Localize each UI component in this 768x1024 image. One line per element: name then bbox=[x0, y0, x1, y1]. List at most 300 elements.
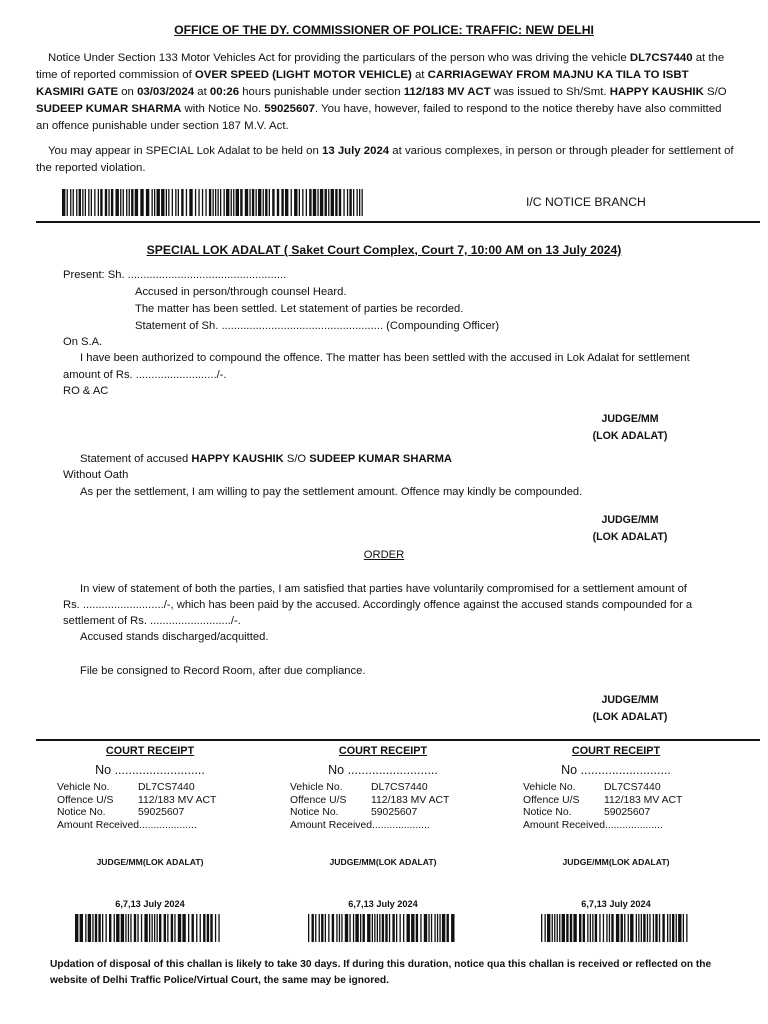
barcode-bar bbox=[220, 189, 221, 216]
barcode-bar bbox=[321, 914, 323, 942]
barcode-bar bbox=[541, 914, 542, 942]
barcode-bar bbox=[312, 914, 314, 942]
judge-label: JUDGE/MM bbox=[601, 413, 659, 425]
barcode-bar bbox=[667, 914, 668, 942]
barcode-bar bbox=[400, 914, 401, 942]
barcode-bar bbox=[256, 189, 257, 216]
offence-label: Offence U/S bbox=[290, 794, 347, 806]
barcode-bar bbox=[291, 189, 292, 216]
accused-name: HAPPY KAUSHIK bbox=[609, 86, 704, 98]
barcode-bar bbox=[396, 914, 397, 942]
barcode-bar bbox=[205, 189, 206, 216]
without-oath-label: Without Oath bbox=[63, 469, 129, 481]
barcode-bar bbox=[670, 914, 671, 942]
adalat-text: You may appear in SPECIAL Lok Adalat to be held on bbox=[48, 145, 322, 157]
barcode-bar bbox=[372, 914, 373, 942]
barcode-bar bbox=[80, 914, 83, 942]
barcode-bar bbox=[557, 914, 558, 942]
barcode-bar bbox=[439, 914, 440, 942]
barcode-bar bbox=[570, 914, 572, 942]
amount-received: Amount Received.................... bbox=[523, 819, 663, 831]
barcode-bar bbox=[451, 914, 454, 942]
barcode-bar bbox=[181, 189, 183, 216]
barcode-bar bbox=[636, 914, 637, 942]
barcode-bar bbox=[431, 914, 432, 942]
notice-number: 59025607 bbox=[264, 103, 315, 115]
barcode-bar bbox=[186, 189, 187, 216]
barcode-bar bbox=[587, 914, 588, 942]
judge-label: JUDGE/MM bbox=[601, 514, 659, 526]
barcode-bar bbox=[357, 189, 358, 216]
barcode-bar bbox=[269, 189, 270, 216]
barcode-bar bbox=[353, 189, 354, 216]
barcode-bar bbox=[164, 914, 166, 942]
notice-value: 59025607 bbox=[138, 807, 185, 818]
barcode-bar bbox=[231, 189, 232, 216]
barcode-bar bbox=[662, 914, 664, 942]
notice-value: 59025607 bbox=[604, 807, 651, 818]
barcode-bar bbox=[403, 914, 404, 942]
barcode-bar bbox=[603, 914, 604, 942]
barcode-bar bbox=[335, 189, 337, 216]
barcode-bar bbox=[213, 189, 214, 216]
barcode-bar bbox=[611, 914, 613, 942]
barcode-bar bbox=[595, 914, 597, 942]
barcode-bar bbox=[349, 189, 351, 216]
barcode-bar bbox=[343, 189, 344, 216]
receipt-judge-label: JUDGE/MM(LOK ADALAT) bbox=[562, 857, 670, 867]
barcode-bar bbox=[92, 914, 93, 942]
barcode-bar bbox=[129, 189, 130, 216]
barcode-bar bbox=[166, 189, 167, 216]
receipt-number: No .......................... bbox=[561, 763, 671, 777]
judge-label: JUDGE/MM bbox=[601, 694, 659, 706]
receipt-details bbox=[523, 782, 732, 832]
barcode-bar bbox=[73, 189, 74, 216]
notice-text: . You have, however, failed to respond to the notice thereby have also committed an offence punishable under section 187 M.V. Act. bbox=[36, 103, 722, 132]
judge-signature-block bbox=[560, 512, 700, 546]
barcode-bar bbox=[168, 189, 169, 216]
barcode-bar bbox=[114, 914, 115, 942]
barcode-bar bbox=[442, 914, 445, 942]
barcode-bar bbox=[281, 189, 283, 216]
barcode-bar bbox=[175, 189, 176, 216]
barcode-bar bbox=[215, 189, 216, 216]
receipt-title: COURT RECEIPT bbox=[105, 745, 195, 757]
barcode-bar bbox=[272, 189, 274, 216]
authorization-line: I have been authorized to compound the offence. The matter has been settled with the accused in Lok Adalat for settlement bbox=[80, 352, 690, 364]
barcode-bar bbox=[579, 914, 581, 942]
father-name: SUDEEP KUMAR SHARMA bbox=[36, 103, 182, 115]
notice-barcode bbox=[62, 189, 364, 216]
notice-text: hours punishable under section bbox=[239, 86, 404, 98]
barcode-bar bbox=[154, 189, 155, 216]
court-receipt bbox=[267, 745, 499, 909]
barcode-bar bbox=[683, 914, 684, 942]
receipt-details bbox=[57, 782, 266, 832]
barcode-bar bbox=[628, 914, 629, 942]
barcode-bar bbox=[146, 189, 149, 216]
barcode-bar bbox=[336, 914, 337, 942]
barcode-bar bbox=[653, 914, 654, 942]
barcode-bar bbox=[299, 189, 300, 216]
barcode-bar bbox=[116, 189, 119, 216]
barcode-bar bbox=[85, 914, 86, 942]
barcode-bar bbox=[374, 914, 375, 942]
vehicle-number: DL7CS7440 bbox=[629, 52, 693, 64]
barcode-bar bbox=[643, 914, 645, 942]
notice-label: Notice No. bbox=[290, 807, 339, 818]
vehicle-value: DL7CS7440 bbox=[138, 782, 195, 793]
barcode-bar bbox=[178, 914, 181, 942]
barcode-bar bbox=[325, 914, 326, 942]
barcode-bar bbox=[678, 914, 681, 942]
barcode-bar bbox=[437, 914, 438, 942]
notice-text: with Notice No. bbox=[181, 103, 265, 115]
adalat-paragraph bbox=[36, 143, 736, 177]
barcode-bar bbox=[411, 914, 414, 942]
notice-label: Notice No. bbox=[57, 807, 106, 818]
barcode-bar bbox=[192, 914, 194, 942]
authorization-line: amount of Rs. ........................../-. bbox=[63, 369, 227, 381]
barcode-bar bbox=[203, 914, 205, 942]
barcode-bar bbox=[245, 189, 248, 216]
barcode-bar bbox=[353, 914, 354, 942]
barcode-bar bbox=[319, 914, 320, 942]
lok-adalat-title: SPECIAL LOK ADALAT ( Saket Court Complex, Court 7, 10:00 AM on 13 July 2024) bbox=[146, 243, 622, 257]
proceeding-line: The matter has been settled. Let statement of parties be recorded. bbox=[135, 303, 464, 315]
barcode-bar bbox=[583, 914, 585, 942]
barcode-bar bbox=[649, 914, 650, 942]
barcode-bar bbox=[128, 914, 129, 942]
barcode-bar bbox=[355, 914, 358, 942]
barcode-bar bbox=[554, 914, 555, 942]
barcode-bar bbox=[140, 189, 143, 216]
on-sa-label: On S.A. bbox=[63, 336, 103, 348]
receipt-date: 6,7,13 July 2024 bbox=[581, 899, 651, 909]
barcode-bar bbox=[249, 189, 250, 216]
barcode-bar bbox=[325, 189, 327, 216]
barcode-bar bbox=[88, 914, 91, 942]
barcode-bar bbox=[382, 914, 384, 942]
barcode-bar bbox=[135, 189, 138, 216]
barcode-bar bbox=[188, 914, 189, 942]
offence-label: Offence U/S bbox=[523, 794, 580, 806]
amount-received: Amount Received.................... bbox=[290, 819, 430, 831]
barcode-bar bbox=[157, 914, 158, 942]
offence-time: 00:26 bbox=[209, 86, 240, 98]
order-line: settlement of Rs. ........................../-. bbox=[63, 615, 241, 627]
barcode-bar bbox=[566, 914, 568, 942]
barcode-bar bbox=[385, 914, 387, 942]
receipt-details bbox=[290, 782, 499, 832]
barcode-bar bbox=[641, 914, 642, 942]
offence-value: 112/183 MV ACT bbox=[138, 794, 217, 806]
judge-signature-block bbox=[560, 411, 700, 445]
barcode-bar bbox=[308, 914, 309, 942]
barcode-bar bbox=[126, 189, 127, 216]
barcode-bar bbox=[172, 189, 173, 216]
accused-statement-line bbox=[80, 453, 452, 465]
lok-adalat-label: (LOK ADALAT) bbox=[592, 531, 668, 543]
barcode-bar bbox=[392, 914, 394, 942]
barcode-bar bbox=[149, 914, 150, 942]
barcode-bar bbox=[98, 189, 99, 216]
barcode-bar bbox=[95, 914, 97, 942]
barcode-bar bbox=[360, 914, 361, 942]
vehicle-value: DL7CS7440 bbox=[371, 782, 428, 793]
barcode-bar bbox=[198, 189, 199, 216]
barcode-bar bbox=[328, 189, 329, 216]
accused-name: HAPPY KAUSHIK bbox=[191, 453, 284, 465]
vehicle-value: DL7CS7440 bbox=[604, 782, 661, 793]
offence-section: 112/183 MV ACT bbox=[403, 86, 491, 98]
barcode-bar bbox=[285, 189, 288, 216]
barcode-bar bbox=[367, 914, 370, 942]
office-title: OFFICE OF THE DY. COMMISSIONER OF POLICE: TRAFFIC: NEW DELHI bbox=[174, 23, 594, 37]
barcode-bar bbox=[200, 914, 201, 942]
barcode-bar bbox=[106, 914, 107, 942]
barcode-bar bbox=[154, 914, 155, 942]
willing-statement: As per the settlement, I am willing to pay the settlement amount. Offence may kindly be compounded. bbox=[80, 486, 583, 498]
receipt-judge-label: JUDGE/MM(LOK ADALAT) bbox=[96, 857, 204, 867]
barcode-bar bbox=[209, 189, 211, 216]
barcode-bar bbox=[70, 189, 71, 216]
judge-signature-block bbox=[560, 692, 700, 726]
vehicle-label: Vehicle No. bbox=[57, 782, 110, 793]
barcode-bar bbox=[424, 914, 427, 942]
order-line: Accused stands discharged/acquitted. bbox=[80, 631, 269, 643]
notice-text: was issued to Sh/Smt. bbox=[490, 86, 610, 98]
barcode-bar bbox=[94, 189, 95, 216]
barcode-bar bbox=[109, 914, 111, 942]
barcode-bar bbox=[659, 914, 660, 942]
court-receipt bbox=[34, 745, 266, 909]
court-receipt bbox=[500, 745, 732, 909]
barcode-bar bbox=[676, 914, 677, 942]
vehicle-label: Vehicle No. bbox=[523, 782, 576, 793]
offence-date: 03/03/2024 bbox=[137, 86, 195, 98]
notice-text: at the time of reported commission of bbox=[36, 52, 725, 81]
barcode-bar bbox=[123, 189, 124, 216]
barcode-bar bbox=[131, 189, 133, 216]
barcode-bar bbox=[157, 189, 160, 216]
offence-value: 112/183 MV ACT bbox=[371, 794, 450, 806]
barcode-bar bbox=[182, 914, 185, 942]
barcode-bar bbox=[624, 914, 625, 942]
barcode-bar bbox=[621, 914, 623, 942]
barcode-bar bbox=[218, 189, 219, 216]
order-line: In view of statement of both the parties, I am satisfied that parties have voluntarily compromised for a settlement amount of bbox=[80, 583, 687, 595]
barcode-bar bbox=[630, 914, 633, 942]
barcode-bar bbox=[416, 914, 418, 942]
barcode-bar bbox=[130, 914, 131, 942]
adalat-date: 13 July 2024 bbox=[322, 145, 390, 157]
receipt-title: COURT RECEIPT bbox=[338, 745, 428, 757]
statement-text: Statement of accused bbox=[80, 453, 192, 465]
barcode-bar bbox=[320, 189, 323, 216]
barcode-bar bbox=[67, 189, 68, 216]
barcode-bar bbox=[609, 914, 610, 942]
receipt-number: No .......................... bbox=[328, 763, 438, 777]
lok-adalat-label: (LOK ADALAT) bbox=[592, 711, 668, 723]
barcode-bar bbox=[379, 914, 380, 942]
barcode-bar bbox=[359, 189, 360, 216]
barcode-bar bbox=[599, 914, 600, 942]
divider bbox=[36, 739, 760, 741]
notice-text: Notice Under Section 133 Motor Vehicles Act for providing the particulars of the person who was driving the vehicle bbox=[48, 52, 630, 64]
present-line: Present: Sh. ................................................... bbox=[63, 269, 287, 281]
disposal-footnote: Updation of disposal of this challan is likely to take 30 days. If during this duration, notice qua this challan is received or reflected on the website of Delhi Traffic Police/Virtual Court, the same may be ignored. bbox=[50, 959, 712, 986]
receipt-date: 6,7,13 July 2024 bbox=[115, 899, 185, 909]
amount-received: Amount Received.................... bbox=[57, 819, 197, 831]
barcode-bar bbox=[152, 914, 153, 942]
barcode-bar bbox=[309, 189, 311, 216]
barcode-bar bbox=[98, 914, 100, 942]
barcode-bar bbox=[189, 189, 192, 216]
order-heading: ORDER bbox=[363, 549, 405, 561]
receipt-date: 6,7,13 July 2024 bbox=[348, 899, 418, 909]
barcode-bar bbox=[606, 914, 607, 942]
notice-text: at bbox=[194, 86, 210, 98]
barcode-bar bbox=[331, 189, 334, 216]
barcode-bar bbox=[258, 189, 261, 216]
barcode-bar bbox=[91, 189, 92, 216]
order-line: File be consigned to Record Room, after due compliance. bbox=[80, 665, 366, 677]
notice-branch-label: I/C NOTICE BRANCH bbox=[526, 195, 646, 209]
receipt-barcode bbox=[541, 914, 689, 942]
notice-text: S/O bbox=[703, 86, 727, 98]
barcode-bar bbox=[263, 189, 264, 216]
barcode-bar bbox=[207, 914, 209, 942]
barcode-bar bbox=[616, 914, 619, 942]
proceeding-line: Accused in person/through counsel Heard. bbox=[135, 286, 347, 298]
barcode-bar bbox=[434, 914, 435, 942]
barcode-bar bbox=[265, 189, 267, 216]
barcode-bar bbox=[428, 914, 429, 942]
barcode-bar bbox=[447, 914, 449, 942]
adalat-text: at various complexes, in person or through pleader for settlement of the reported violation. bbox=[36, 145, 734, 174]
barcode-bar bbox=[592, 914, 593, 942]
father-name: SUDEEP KUMAR SHARMA bbox=[309, 453, 453, 465]
receipt-barcode bbox=[308, 914, 456, 942]
barcode-bar bbox=[196, 914, 197, 942]
barcode-bar bbox=[672, 914, 674, 942]
barcode-bar bbox=[240, 189, 242, 216]
receipt-judge-label: JUDGE/MM(LOK ADALAT) bbox=[329, 857, 437, 867]
offence-name: OVER SPEED (LIGHT MOTOR VEHICLE) bbox=[194, 69, 412, 81]
barcode-bar bbox=[552, 914, 553, 942]
barcode-bar bbox=[171, 914, 173, 942]
barcode-bar bbox=[341, 914, 342, 942]
notice-label: Notice No. bbox=[523, 807, 572, 818]
barcode-bar bbox=[125, 914, 126, 942]
statement-text: S/O bbox=[283, 453, 310, 465]
barcode-bar bbox=[339, 189, 341, 216]
barcode-bar bbox=[167, 914, 168, 942]
lok-adalat-label: (LOK ADALAT) bbox=[592, 430, 668, 442]
barcode-bar bbox=[226, 189, 229, 216]
barcode-bar bbox=[174, 914, 175, 942]
barcode-bar bbox=[545, 914, 546, 942]
barcode-bar bbox=[111, 189, 113, 216]
barcode-bar bbox=[82, 189, 83, 216]
receipt-title: COURT RECEIPT bbox=[571, 745, 661, 757]
receipt-number: No .......................... bbox=[95, 763, 205, 777]
barcode-bar bbox=[315, 914, 316, 942]
barcode-bar bbox=[363, 914, 365, 942]
barcode-bar bbox=[76, 189, 77, 216]
barcode-bar bbox=[152, 189, 153, 216]
barcode-bar bbox=[121, 914, 124, 942]
barcode-bar bbox=[141, 914, 142, 942]
barcode-bar bbox=[347, 189, 348, 216]
barcode-bar bbox=[100, 189, 102, 216]
barcode-bar bbox=[224, 189, 225, 216]
barcode-bar bbox=[590, 914, 591, 942]
barcode-bar bbox=[159, 914, 161, 942]
barcode-bar bbox=[210, 914, 212, 942]
barcode-bar bbox=[218, 914, 219, 942]
offence-label: Offence U/S bbox=[57, 794, 114, 806]
barcode-bar bbox=[345, 914, 348, 942]
barcode-bar bbox=[306, 189, 307, 216]
barcode-bar bbox=[105, 189, 107, 216]
barcode-bar bbox=[573, 914, 576, 942]
barcode-bar bbox=[294, 189, 297, 216]
notice-text: at bbox=[411, 69, 428, 81]
barcode-bar bbox=[328, 914, 329, 942]
notice-value: 59025607 bbox=[371, 807, 418, 818]
barcode-bar bbox=[85, 189, 86, 216]
barcode-bar bbox=[389, 914, 390, 942]
barcode-bar bbox=[547, 914, 550, 942]
barcode-bar bbox=[362, 189, 363, 216]
barcode-bar bbox=[195, 189, 196, 216]
barcode-bar bbox=[302, 189, 303, 216]
barcode-bar bbox=[655, 914, 657, 942]
proceeding-line: Statement of Sh. .................................................... (Compounding Officer) bbox=[135, 320, 500, 332]
barcode-bar bbox=[377, 914, 378, 942]
barcode-bar bbox=[144, 914, 147, 942]
barcode-bar bbox=[559, 914, 560, 942]
divider bbox=[36, 221, 760, 223]
barcode-bar bbox=[252, 189, 254, 216]
barcode-bar bbox=[277, 189, 279, 216]
barcode-bar bbox=[313, 189, 316, 216]
barcode-bar bbox=[407, 914, 410, 942]
barcode-bar bbox=[638, 914, 639, 942]
barcode-bar bbox=[137, 914, 138, 942]
barcode-bar bbox=[339, 914, 340, 942]
barcode-bar bbox=[102, 914, 103, 942]
barcode-bar bbox=[88, 189, 89, 216]
barcode-bar bbox=[161, 189, 164, 216]
barcode-bar bbox=[332, 914, 334, 942]
barcode-bar bbox=[349, 914, 350, 942]
barcode-bar bbox=[647, 914, 648, 942]
barcode-bar bbox=[420, 914, 421, 942]
barcode-bar bbox=[75, 914, 78, 942]
notice-paragraph bbox=[36, 50, 736, 135]
vehicle-label: Vehicle No. bbox=[290, 782, 343, 793]
barcode-bar bbox=[236, 189, 239, 216]
barcode-bar bbox=[108, 189, 109, 216]
barcode-bar bbox=[317, 189, 318, 216]
barcode-bar bbox=[79, 189, 81, 216]
barcode-bar bbox=[62, 189, 65, 216]
ro-ac-label: RO & AC bbox=[63, 385, 109, 397]
